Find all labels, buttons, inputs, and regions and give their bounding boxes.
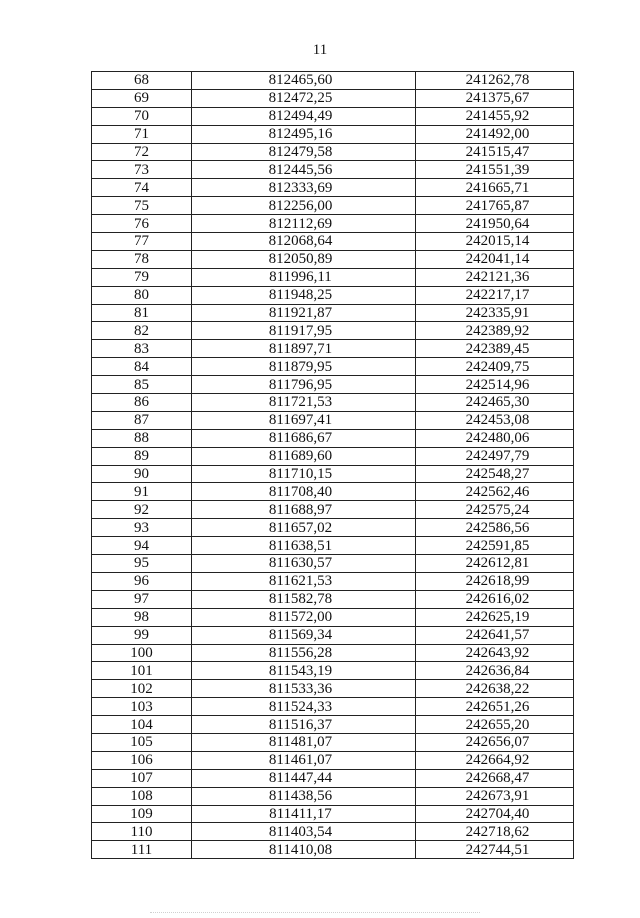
x-coordinate-cell: 811447,44 [192,769,416,787]
y-coordinate-cell: 241375,67 [416,89,574,107]
x-coordinate-cell: 811708,40 [192,483,416,501]
table-row [92,555,574,573]
table-row [92,608,574,626]
table-row [92,716,574,734]
x-coordinate-cell: 811516,37 [192,716,416,734]
y-coordinate-cell: 242668,47 [416,769,574,787]
y-coordinate-cell: 242704,40 [416,805,574,823]
x-coordinate-cell: 811411,17 [192,805,416,823]
point-number-cell: 85 [92,376,192,394]
y-coordinate-cell: 242638,22 [416,680,574,698]
table-row [92,340,574,358]
x-coordinate-cell: 812472,25 [192,89,416,107]
y-coordinate-cell: 242562,46 [416,483,574,501]
x-coordinate-cell: 811621,53 [192,572,416,590]
table-row [92,89,574,107]
x-coordinate-cell: 811917,95 [192,322,416,340]
table-row [92,107,574,125]
y-coordinate-cell: 242612,81 [416,555,574,573]
table-row [92,447,574,465]
y-coordinate-cell: 241262,78 [416,72,574,90]
point-number-cell: 77 [92,233,192,251]
table-row [92,751,574,769]
y-coordinate-cell: 241455,92 [416,107,574,125]
y-coordinate-cell: 242453,08 [416,411,574,429]
table-row [92,233,574,251]
y-coordinate-cell: 242664,92 [416,751,574,769]
page-bottom-divider [150,912,480,913]
point-number-cell: 88 [92,429,192,447]
x-coordinate-cell: 812333,69 [192,179,416,197]
table-row [92,411,574,429]
y-coordinate-cell: 242409,75 [416,358,574,376]
point-number-cell: 99 [92,626,192,644]
y-coordinate-cell: 242041,14 [416,250,574,268]
table-row [92,376,574,394]
x-coordinate-cell: 811438,56 [192,787,416,805]
point-number-cell: 106 [92,751,192,769]
point-number-cell: 97 [92,590,192,608]
x-coordinate-cell: 812445,56 [192,161,416,179]
x-coordinate-cell: 812068,64 [192,233,416,251]
y-coordinate-cell: 241551,39 [416,161,574,179]
table-row [92,590,574,608]
y-coordinate-cell: 242673,91 [416,787,574,805]
x-coordinate-cell: 812256,00 [192,197,416,215]
x-coordinate-cell: 811657,02 [192,519,416,537]
point-number-cell: 108 [92,787,192,805]
y-coordinate-cell: 242121,36 [416,268,574,286]
x-coordinate-cell: 811543,19 [192,662,416,680]
x-coordinate-cell: 811921,87 [192,304,416,322]
table-row [92,805,574,823]
table-row [92,143,574,161]
point-number-cell: 81 [92,304,192,322]
table-row [92,698,574,716]
y-coordinate-cell: 242591,85 [416,537,574,555]
y-coordinate-cell: 242636,84 [416,662,574,680]
y-coordinate-cell: 241665,71 [416,179,574,197]
x-coordinate-cell: 811796,95 [192,376,416,394]
table-row [92,769,574,787]
point-number-cell: 82 [92,322,192,340]
point-number-cell: 96 [92,572,192,590]
table-row [92,429,574,447]
point-number-cell: 87 [92,411,192,429]
x-coordinate-cell: 811686,67 [192,429,416,447]
x-coordinate-cell: 811582,78 [192,590,416,608]
point-number-cell: 89 [92,447,192,465]
y-coordinate-cell: 242335,91 [416,304,574,322]
y-coordinate-cell: 241765,87 [416,197,574,215]
y-coordinate-cell: 241492,00 [416,125,574,143]
x-coordinate-cell: 811688,97 [192,501,416,519]
point-number-cell: 83 [92,340,192,358]
point-number-cell: 103 [92,698,192,716]
x-coordinate-cell: 811524,33 [192,698,416,716]
x-coordinate-cell: 811996,11 [192,268,416,286]
point-number-cell: 76 [92,215,192,233]
y-coordinate-cell: 242655,20 [416,716,574,734]
table-row [92,197,574,215]
y-coordinate-cell: 241950,64 [416,215,574,233]
point-number-cell: 75 [92,197,192,215]
point-number-cell: 68 [92,72,192,90]
x-coordinate-cell: 811461,07 [192,751,416,769]
point-number-cell: 101 [92,662,192,680]
table-row [92,179,574,197]
point-number-cell: 95 [92,555,192,573]
page-number: 11 [312,42,328,58]
y-coordinate-cell: 242586,56 [416,519,574,537]
point-number-cell: 78 [92,250,192,268]
table-row [92,304,574,322]
x-coordinate-cell: 812495,16 [192,125,416,143]
table-row [92,358,574,376]
point-number-cell: 100 [92,644,192,662]
x-coordinate-cell: 811879,95 [192,358,416,376]
y-coordinate-cell: 242465,30 [416,394,574,412]
point-number-cell: 73 [92,161,192,179]
point-number-cell: 102 [92,680,192,698]
table-row [92,394,574,412]
y-coordinate-cell: 242217,17 [416,286,574,304]
point-number-cell: 69 [92,89,192,107]
table-row [92,501,574,519]
x-coordinate-cell: 811689,60 [192,447,416,465]
x-coordinate-cell: 812494,49 [192,107,416,125]
point-number-cell: 104 [92,716,192,734]
table-row [92,125,574,143]
y-coordinate-cell: 242514,96 [416,376,574,394]
table-row [92,161,574,179]
y-coordinate-cell: 242497,79 [416,447,574,465]
x-coordinate-cell: 811533,36 [192,680,416,698]
table-row [92,483,574,501]
x-coordinate-cell: 811410,08 [192,841,416,859]
y-coordinate-cell: 242015,14 [416,233,574,251]
y-coordinate-cell: 242643,92 [416,644,574,662]
y-coordinate-cell: 242480,06 [416,429,574,447]
table-row [92,286,574,304]
point-number-cell: 93 [92,519,192,537]
point-number-cell: 71 [92,125,192,143]
x-coordinate-cell: 812465,60 [192,72,416,90]
y-coordinate-cell: 242618,99 [416,572,574,590]
point-number-cell: 86 [92,394,192,412]
table-row [92,680,574,698]
x-coordinate-cell: 811897,71 [192,340,416,358]
coordinates-table [91,71,574,859]
point-number-cell: 74 [92,179,192,197]
x-coordinate-cell: 811697,41 [192,411,416,429]
y-coordinate-cell: 242656,07 [416,733,574,751]
table-row [92,662,574,680]
y-coordinate-cell: 242651,26 [416,698,574,716]
y-coordinate-cell: 242744,51 [416,841,574,859]
table-row [92,644,574,662]
table-row [92,268,574,286]
table-row [92,841,574,859]
x-coordinate-cell: 811572,00 [192,608,416,626]
table-row [92,519,574,537]
table-row [92,733,574,751]
y-coordinate-cell: 242389,45 [416,340,574,358]
point-number-cell: 84 [92,358,192,376]
y-coordinate-cell: 242625,19 [416,608,574,626]
x-coordinate-cell: 811630,57 [192,555,416,573]
point-number-cell: 109 [92,805,192,823]
table-row [92,215,574,233]
point-number-cell: 110 [92,823,192,841]
table-row [92,572,574,590]
point-number-cell: 92 [92,501,192,519]
table-row [92,537,574,555]
point-number-cell: 80 [92,286,192,304]
point-number-cell: 111 [92,841,192,859]
table-row [92,626,574,644]
y-coordinate-cell: 242641,57 [416,626,574,644]
table-row [92,250,574,268]
x-coordinate-cell: 811569,34 [192,626,416,644]
point-number-cell: 105 [92,733,192,751]
y-coordinate-cell: 242575,24 [416,501,574,519]
coordinates-table-body [92,72,574,859]
table-row [92,823,574,841]
x-coordinate-cell: 812050,89 [192,250,416,268]
point-number-cell: 107 [92,769,192,787]
x-coordinate-cell: 811481,07 [192,733,416,751]
y-coordinate-cell: 242718,62 [416,823,574,841]
table-row [92,787,574,805]
x-coordinate-cell: 812112,69 [192,215,416,233]
y-coordinate-cell: 241515,47 [416,143,574,161]
x-coordinate-cell: 811710,15 [192,465,416,483]
x-coordinate-cell: 811948,25 [192,286,416,304]
point-number-cell: 94 [92,537,192,555]
x-coordinate-cell: 811721,53 [192,394,416,412]
point-number-cell: 91 [92,483,192,501]
point-number-cell: 72 [92,143,192,161]
table-row [92,322,574,340]
point-number-cell: 79 [92,268,192,286]
point-number-cell: 70 [92,107,192,125]
x-coordinate-cell: 812479,58 [192,143,416,161]
y-coordinate-cell: 242389,92 [416,322,574,340]
point-number-cell: 98 [92,608,192,626]
y-coordinate-cell: 242616,02 [416,590,574,608]
point-number-cell: 90 [92,465,192,483]
x-coordinate-cell: 811638,51 [192,537,416,555]
x-coordinate-cell: 811556,28 [192,644,416,662]
x-coordinate-cell: 811403,54 [192,823,416,841]
table-row [92,465,574,483]
table-row [92,72,574,90]
y-coordinate-cell: 242548,27 [416,465,574,483]
